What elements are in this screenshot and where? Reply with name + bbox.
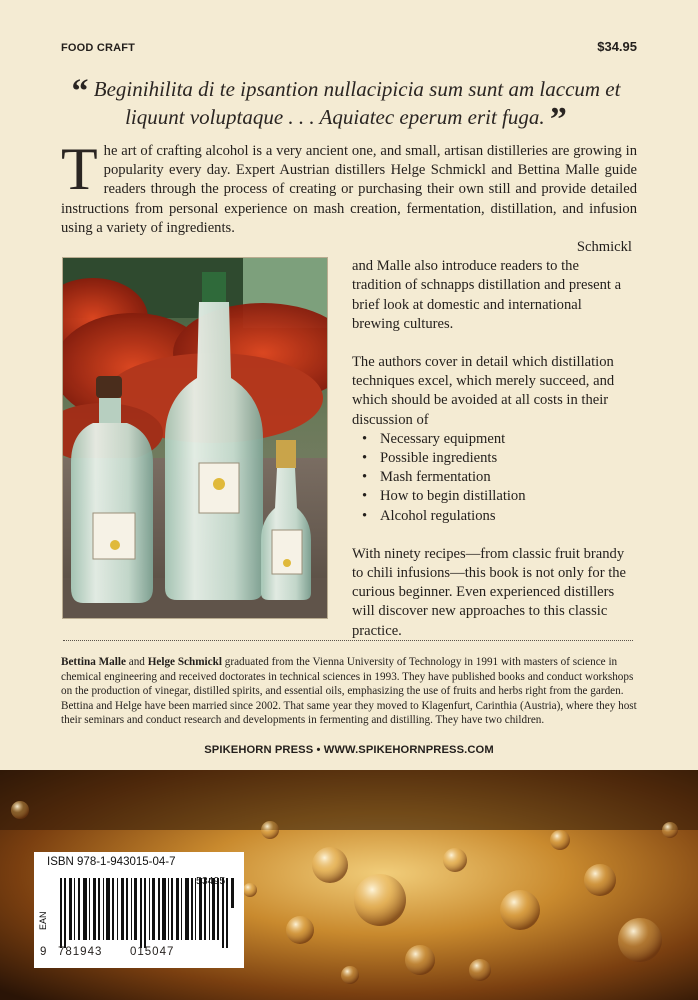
close-quote-icon: ”: [549, 101, 567, 138]
intro-tail: Schmickl: [576, 239, 632, 255]
barcode-digits-group-2: 015047: [130, 946, 175, 958]
list-item: • Alcohol regulations: [352, 507, 632, 526]
bio-text: graduated from the Vienna University of Technology in 1991 with masters of science in chemical engineering and received doctorates in technical sciences in 1993. They have published books and conduct workshops on the production of vinegar, distilled spirits, and essential oils, emphasizing the use of fruits and herbs right from the garden. Bettina and Helge have been married since 2002. That same year they moved to Klagenfurt, Carinthia (Austria), where they host their seminars and conduct research and developments in fermenting and distilling. They have two children.: [61, 656, 637, 727]
barcode-digits-group-1: 781943: [58, 946, 103, 958]
list-item: • Necessary equipment: [352, 430, 632, 449]
topics-list: [352, 430, 632, 526]
publisher-line: SPIKEHORN PRESS • WWW.SPIKEHORNPRESS.COM: [204, 744, 494, 756]
intro-paragraph: [61, 136, 637, 236]
intro-text: he art of crafting alcohol is a very ancient one, and small, artisan distilleries are growing in popularity every day. Expert Austrian distillers Helge Schmickl and Bettina Malle guide readers through the process of creating or purchasing their own still and provide detailed instructions from personal experience on mash creation, fermentation, distillation, and infusion using a variety of ingredients.: [61, 143, 637, 236]
divider: [63, 640, 633, 641]
author-name-1: Bettina Malle: [61, 656, 126, 668]
paragraph-techniques: The authors cover in detail which distillation techniques excel, which merely succeed, and which should be avoided at all costs in their discussion of: [352, 354, 615, 428]
pull-quote-text: Beginihilita di te ipsantion nullacipicia sum sunt am laccum et liquunt voluptaque . . . Aquiatec eperum erit fuga.: [93, 77, 621, 129]
list-item: • Possible ingredients: [352, 449, 632, 468]
list-item: • Mash fermentation: [352, 468, 632, 487]
isbn-label: ISBN 978-1-943015-04-7: [47, 856, 176, 868]
paragraph-recipes: With ninety recipes—from classic fruit brandy to chili infusions—this book is not only for the curious beginner. Even experienced distillers will discover new approaches to this classic practice.: [352, 545, 627, 639]
bottles-photo: [62, 257, 328, 619]
open-quote-icon: “: [71, 73, 89, 110]
barcode-bars: [60, 878, 236, 948]
author-name-2: Helge Schmickl: [147, 656, 222, 668]
ean-label: EAN: [38, 911, 48, 930]
author-bio: [61, 655, 637, 728]
category-label: FOOD CRAFT: [61, 42, 136, 54]
pull-quote: [66, 73, 626, 138]
paragraph-tradition: and Malle also introduce readers to the tradition of schnapps distillation and present a brief look at domestic and international brewing cultures.: [352, 258, 622, 332]
price-code: 53495: [196, 875, 226, 887]
drop-cap: T: [61, 136, 98, 202]
price-label: $34.95: [597, 39, 637, 54]
bio-and: and: [128, 656, 145, 668]
description-right-column: [352, 238, 632, 641]
list-item: • How to begin distillation: [352, 487, 632, 506]
barcode-digit-first: 9: [40, 946, 47, 958]
